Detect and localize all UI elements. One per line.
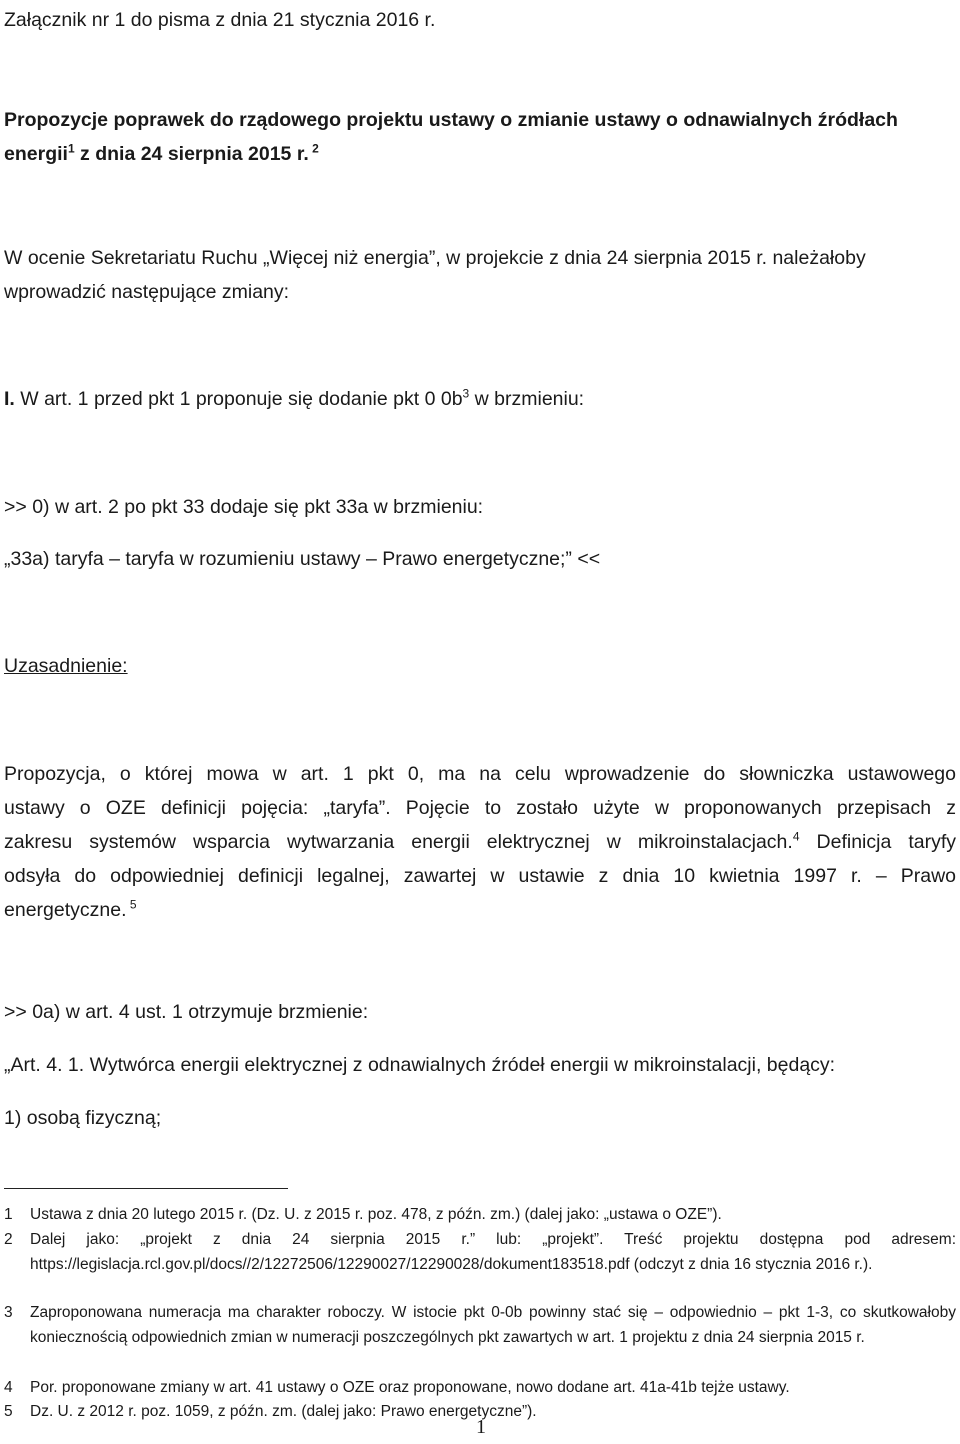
justification-line-5: energetyczne. $^5$ xyxy=(4,897,137,921)
footnote-separator xyxy=(4,1188,288,1189)
footnote-1-text: Ustawa z dnia 20 lutego 2015 r. (Dz. U. z 2015 r. poz. 478, z późn. zm.) (dalej jako: „ustawa o OZE”). xyxy=(30,1206,722,1223)
amendment-0-line-2: „33a) taryfa – taryfa w rozumieniu ustawy – Prawo energetyczne;” << xyxy=(4,548,601,570)
footnote-ref-2[interactable]: 2 xyxy=(308,141,319,156)
footnote-3-text: Zaproponowana numeracja ma charakter roboczy. W istocie pkt 0-0b powinny stać się – odpowiednio – pkt 1-3, co skutkowałoby koniecznością odpowiednich zmian w numeracji poszczególnych pkt zawartych w art. 1 projektu z dnia 24 sierpnia 2015 r. xyxy=(30,1304,956,1346)
amendment-0a-line-2: „Art. 4. 1. Wytwórca energii elektrycznej z odnawialnych źródeł energii w mikroinstalacji, będący: xyxy=(4,1054,836,1076)
justification-line-3: zakresu systemów wsparcia wytwarzania energii elektrycznej w mikroinstalacjach.$^4$ Definicja taryfy xyxy=(4,829,956,853)
footnote-4-number: 4 xyxy=(4,1379,13,1396)
justification-heading: Uzasadnienie: xyxy=(4,655,128,677)
footnote-2-number: 2 xyxy=(4,1231,13,1248)
footnote-ref-3[interactable]: 3 xyxy=(462,386,470,401)
section-1-heading: I. W art. 1 przed pkt 1 proponuje się dodanie pkt 0 $0b^3$ w brzmieniu: xyxy=(4,386,585,410)
footnote-3 xyxy=(4,1301,956,1350)
footnote-3-number: 3 xyxy=(4,1304,13,1321)
footnote-ref-4[interactable]: 4 xyxy=(792,829,800,844)
footnote-1-number: 1 xyxy=(4,1206,13,1223)
amendment-0a-line-1: >> 0a) w art. 4 ust. 1 otrzymuje brzmienie: xyxy=(4,1001,369,1023)
justification-line-1: Propozycja, o której mowa w art. 1 pkt 0, ma na celu wprowadzenie do słowniczka ustawowego xyxy=(4,763,956,785)
footnote-4 xyxy=(4,1376,956,1401)
document-page xyxy=(4,0,956,1444)
footnote-ref-5[interactable]: 5 xyxy=(126,897,137,912)
justification-line-4: odsyła do odpowiedniej definicji legalnej, zawartej w ustawie z dnia 10 kwietnia 1997 r. – Prawo xyxy=(4,865,956,887)
intro-line-1: W ocenie Sekretariatu Ruchu „Więcej niż energia”, w projekcie z dnia 24 sierpnia 2015 r. należałoby xyxy=(4,247,866,269)
title-line-2: energii$^1$ z dnia 24 sierpnia 2015 r. $^2$ xyxy=(4,141,319,165)
footnote-2-text: Dalej jako: „projekt z dnia 24 sierpnia 2015 r.” lub: „projekt”. Treść projektu dostępna pod adresem: https://legislacja.rcl.gov.pl/docs//2/12272506/12290027/12290028/dokument183518.pdf (odczyt z dnia 16 stycznia 2016 r.). xyxy=(30,1231,956,1273)
footnote-5-text: Dz. U. z 2012 r. poz. 1059, z późn. zm. (dalej jako: Prawo energetyczne”). xyxy=(30,1403,537,1420)
title-line-1: Propozycje poprawek do rządowego projektu ustawy o zmianie ustawy o odnawialnych źródłach xyxy=(4,109,898,131)
footnote-5-number: 5 xyxy=(4,1403,13,1420)
footnote-1 xyxy=(4,1203,956,1228)
attachment-line: Załącznik nr 1 do pisma z dnia 21 stycznia 2016 r. xyxy=(4,9,436,31)
page-number: 1 xyxy=(476,1416,486,1438)
footnote-ref-1[interactable]: 1 xyxy=(67,141,75,156)
amendment-0a-line-3: 1) osobą fizyczną; xyxy=(4,1107,162,1129)
intro-line-2: wprowadzić następujące zmiany: xyxy=(4,281,290,303)
footnote-4-text: Por. proponowane zmiany w art. 41 ustawy o OZE oraz proponowane, nowo dodane art. 41a-41b tejże ustawy. xyxy=(30,1379,790,1396)
amendment-0-line-1: >> 0) w art. 2 po pkt 33 dodaje się pkt 33a w brzmieniu: xyxy=(4,496,484,518)
footnote-2 xyxy=(4,1228,956,1277)
justification-line-2: ustawy o OZE definicji pojęcia: „taryfa”. Pojęcie to zostało użyte w proponowanych przepisach z xyxy=(4,797,956,819)
